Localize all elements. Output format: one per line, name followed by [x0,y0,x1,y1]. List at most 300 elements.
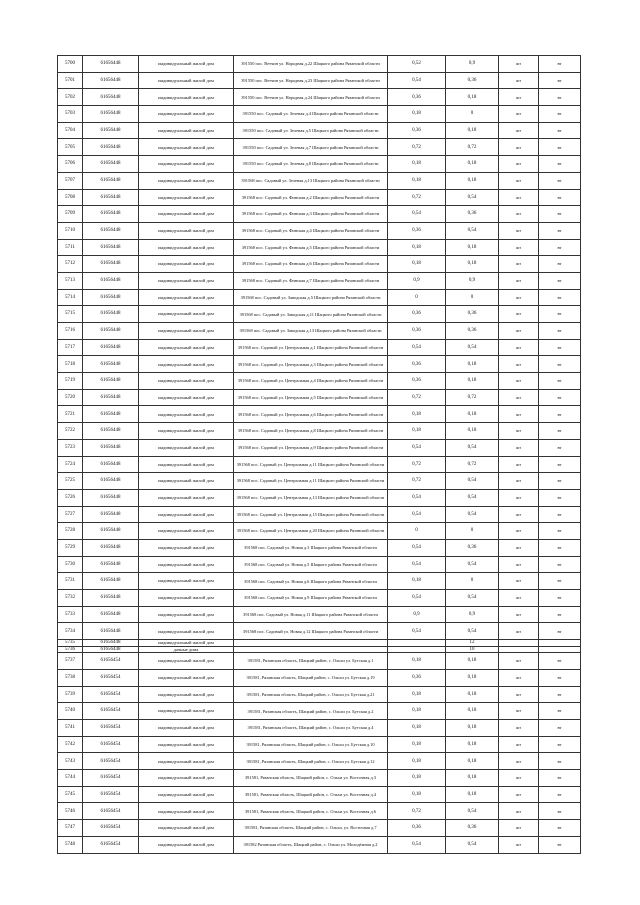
cell-value-a: 0 [388,289,446,306]
cell-status: вт [539,473,581,490]
table-row [58,189,581,206]
cell-row-number: 5714 [58,289,83,306]
table-row [58,89,581,106]
cell-oktmo-code: 61656454 [83,820,139,837]
cell-address: 391568 пос. Садовый ул. Новая д.12 Шацкого района Рязанской области [234,623,388,640]
cell-address: 391550 пос. Садовый ул. Зеленая д.4 Шацкого района Рязанской области [234,106,388,123]
cell-status: вт [539,703,581,720]
cell-fuel-type: жт [499,539,539,556]
table-row [58,406,581,423]
table-row [58,720,581,737]
table-row [58,539,581,556]
cell-fuel-type: жт [499,106,539,123]
table-body [58,56,581,854]
cell-value-a: 0,18 [388,239,446,256]
cell-value-a: 0,18 [388,423,446,440]
cell-fuel-type: жт [499,306,539,323]
table-row [58,489,581,506]
cell-building-type: индивидуальный жилой дом [139,272,234,289]
cell-value-b: 0,18 [446,122,499,139]
cell-building-type: индивидуальный жилой дом [139,669,234,686]
table-row [58,72,581,89]
cell-value-a: 0,54 [388,72,446,89]
cell-oktmo-code: 61656448 [83,239,139,256]
cell-value-b: 0,9 [446,606,499,623]
table-row [58,753,581,770]
cell-fuel-type: жт [499,256,539,273]
cell-fuel-type: жт [499,323,539,340]
cell-row-number: 5734 [58,623,83,640]
cell-fuel-type: жт [499,406,539,423]
cell-value-b: 0,54 [446,222,499,239]
cell-address: 391568 пос. Садовый ул. Финская д.3 Шацкого района Рязанской области [234,206,388,223]
table-row [58,606,581,623]
cell-oktmo-code: 61656448 [83,222,139,239]
table-row [58,256,581,273]
cell-building-type: индивидуальный жилой дом [139,373,234,390]
cell-fuel-type: жт [499,189,539,206]
cell-value-b: 0,54 [446,506,499,523]
cell-value-a [388,640,446,647]
cell-building-type: индивидуальный жилой дом [139,590,234,607]
cell-row-number: 5720 [58,389,83,406]
table-row [58,736,581,753]
cell-address: 391568 пос. Садовый ул. Центральная д.15 Шацкого района Рязанской области [234,506,388,523]
cell-fuel-type [499,640,539,647]
cell-status: вт [539,289,581,306]
cell-value-a: 0,72 [388,456,446,473]
table-row [58,590,581,607]
cell-building-type: индивидуальный жилой дом [139,770,234,787]
cell-building-type: индивидуальный жилой дом [139,686,234,703]
cell-building-type: индивидуальный жилой дом [139,506,234,523]
cell-address: 391568 пос. Садовый ул. Центральная д.3 Шацкого района Рязанской области [234,356,388,373]
cell-value-a: 0,54 [388,539,446,556]
cell-value-a: 0,18 [388,770,446,787]
cell-row-number: 5745 [58,786,83,803]
cell-address: 391568 пос. Садовый ул. Центральная д.8 Шацкого района Рязанской области [234,423,388,440]
cell-address: 391568 пос. Садовый ул. Центральная д.4 Шацкого района Рязанской области [234,373,388,390]
cell-value-b: 0,54 [446,439,499,456]
cell-value-a: 0,54 [388,623,446,640]
cell-fuel-type: жт [499,720,539,737]
table-row [58,106,581,123]
cell-building-type: индивидуальный жилой дом [139,206,234,223]
cell-oktmo-code: 61656448 [83,172,139,189]
cell-oktmo-code: 61656448 [83,640,139,647]
cell-fuel-type: жт [499,156,539,173]
cell-value-a: 0,18 [388,256,446,273]
cell-building-type: дачные дома [139,646,234,653]
cell-address: 391550 пос. Садовый ул. Зеленая д.8 Шацкого района Рязанской области [234,156,388,173]
table-row [58,206,581,223]
cell-building-type: индивидуальный жилой дом [139,753,234,770]
cell-value-a: 0,54 [388,489,446,506]
cell-oktmo-code: 61656454 [83,653,139,670]
cell-status: вт [539,189,581,206]
cell-status: вт [539,669,581,686]
cell-oktmo-code: 61656448 [83,590,139,607]
cell-row-number: 5704 [58,122,83,139]
cell-value-b: 0,18 [446,89,499,106]
cell-address: 391550 пос. Садовый ул. Зеленая д.7 Шацкого района Рязанской области [234,139,388,156]
cell-fuel-type: жт [499,736,539,753]
cell-status: вт [539,439,581,456]
cell-value-a: 0 [388,523,446,540]
cell-value-a: 0,36 [388,306,446,323]
cell-value-a: 0,36 [388,669,446,686]
cell-building-type: индивидуальный жилой дом [139,653,234,670]
cell-fuel-type: жт [499,836,539,853]
cell-oktmo-code: 61656448 [83,456,139,473]
cell-fuel-type: жт [499,703,539,720]
cell-value-a: 0,18 [388,703,446,720]
cell-status: вт [539,506,581,523]
cell-row-number: 5724 [58,456,83,473]
cell-fuel-type: жт [499,753,539,770]
cell-value-a: 0,36 [388,89,446,106]
cell-address: 391568 пос. Садовый ул. Заводская д.13 Шацкого района Рязанской области [234,323,388,340]
cell-value-a: 0,72 [388,189,446,206]
cell-value-b: 0,18 [446,156,499,173]
table-row [58,653,581,670]
cell-status: вт [539,373,581,390]
cell-row-number: 5742 [58,736,83,753]
cell-row-number: 5717 [58,339,83,356]
cell-fuel-type: жт [499,803,539,820]
cell-status: вт [539,156,581,173]
cell-value-b: 0,18 [446,669,499,686]
cell-value-b: 0,18 [446,736,499,753]
cell-value-b: 0,54 [446,803,499,820]
cell-oktmo-code: 61656448 [83,573,139,590]
cell-fuel-type: жт [499,56,539,73]
cell-building-type: индивидуальный жилой дом [139,523,234,540]
cell-row-number: 5712 [58,256,83,273]
cell-fuel-type: жт [499,623,539,640]
cell-building-type: индивидуальный жилой дом [139,356,234,373]
cell-value-b: 0,18 [446,356,499,373]
cell-status: вт [539,523,581,540]
cell-status: вт [539,256,581,273]
cell-value-b: 0 [446,573,499,590]
cell-value-b: 12 [446,640,499,647]
cell-building-type: индивидуальный жилой дом [139,139,234,156]
cell-address: 391568 пос. Садовый ул. Центральная д.20 Шацкого района Рязанской области [234,523,388,540]
cell-row-number: 5732 [58,590,83,607]
table-row [58,323,581,340]
cell-building-type: индивидуальный жилой дом [139,389,234,406]
cell-row-number: 5737 [58,653,83,670]
cell-building-type: индивидуальный жилой дом [139,406,234,423]
cell-row-number: 5730 [58,556,83,573]
cell-address: 391550 пос. Ветчин ул. Народная д.23 Шацкого района Рязанской области [234,72,388,89]
cell-fuel-type: жт [499,373,539,390]
cell-building-type: индивидуальный жилой дом [139,423,234,440]
cell-oktmo-code: 61656454 [83,669,139,686]
cell-address: 391568 пос. Садовый ул. Центральная д.11 Шацкого района Рязанской области [234,456,388,473]
cell-row-number: 5702 [58,89,83,106]
cell-oktmo-code: 61656448 [83,373,139,390]
cell-address: 391581, Рязанская область, Шацкий район, с. Ольхи ул. Восточная д.3 [234,770,388,787]
cell-oktmo-code: 61656448 [83,339,139,356]
cell-value-a: 0,18 [388,736,446,753]
cell-status: вт [539,456,581,473]
table-row [58,623,581,640]
cell-value-a: 0,54 [388,506,446,523]
cell-value-b: 0,72 [446,456,499,473]
cell-fuel-type: жт [499,820,539,837]
cell-oktmo-code: 61656448 [83,272,139,289]
cell-value-a: 0,72 [388,389,446,406]
cell-oktmo-code: 61656448 [83,56,139,73]
cell-value-a: 0,54 [388,339,446,356]
cell-row-number: 5701 [58,72,83,89]
cell-building-type: индивидуальный жилой дом [139,439,234,456]
cell-value-b: 0,18 [446,786,499,803]
cell-status: вт [539,590,581,607]
cell-value-a: 0,9 [388,606,446,623]
cell-oktmo-code: 61656454 [83,836,139,853]
cell-address: 391568 пос. Садовый ул. Финская д.2 Шацкого района Рязанской области [234,189,388,206]
cell-value-a: 0,18 [388,686,446,703]
cell-row-number: 5721 [58,406,83,423]
cell-building-type: индивидуальный жилой дом [139,720,234,737]
table-row [58,573,581,590]
cell-value-b: 0,54 [446,339,499,356]
cell-status: вт [539,423,581,440]
table-row [58,239,581,256]
cell-oktmo-code: 61656454 [83,736,139,753]
cell-building-type: индивидуальный жилой дом [139,736,234,753]
cell-status: вт [539,820,581,837]
cell-oktmo-code: 61656448 [83,606,139,623]
cell-value-b: 0,9 [446,272,499,289]
cell-address [234,640,388,647]
cell-value-b: 0,18 [446,172,499,189]
cell-address: 391568 пос. Садовый ул. Заводская д.11 Шацкого района Рязанской области [234,306,388,323]
cell-value-b: 0,72 [446,389,499,406]
cell-address: 391568 пос. Садовый ул. Новая д.9 Шацкого района Рязанской области [234,590,388,607]
cell-status: вт [539,122,581,139]
cell-fuel-type: жт [499,72,539,89]
cell-status: вт [539,89,581,106]
cell-building-type: индивидуальный жилой дом [139,289,234,306]
cell-value-a: 0,36 [388,356,446,373]
cell-value-a: 0,54 [388,556,446,573]
cell-fuel-type: жт [499,686,539,703]
table-row [58,820,581,837]
cell-address: 391568 пос. Садовый ул. Центральная д.13 Шацкого района Рязанской области [234,489,388,506]
table-row [58,786,581,803]
cell-building-type: индивидуальный жилой дом [139,256,234,273]
cell-row-number: 5707 [58,172,83,189]
cell-row-number: 5719 [58,373,83,390]
cell-value-b: 0,72 [446,139,499,156]
cell-row-number: 5744 [58,770,83,787]
cell-row-number: 5723 [58,439,83,456]
cell-address: 391581, Рязанская область, Шацкий район, с. Ольхи ул. Бутская д.10 [234,736,388,753]
cell-oktmo-code: 61656448 [83,439,139,456]
cell-status: вт [539,406,581,423]
cell-building-type: индивидуальный жилой дом [139,556,234,573]
cell-row-number: 5711 [58,239,83,256]
cell-value-a: 0,18 [388,156,446,173]
cell-status: вт [539,339,581,356]
cell-address: 391568 пос. Садовый ул. Финская д.6 Шацкого района Рязанской области [234,256,388,273]
cell-row-number: 5716 [58,323,83,340]
cell-value-a: 0,18 [388,786,446,803]
cell-value-a [388,646,446,653]
table-row [58,172,581,189]
cell-oktmo-code: 61656448 [83,406,139,423]
cell-oktmo-code: 61656448 [83,623,139,640]
table-row [58,703,581,720]
cell-fuel-type: жт [499,556,539,573]
table-row [58,339,581,356]
cell-oktmo-code: 61656448 [83,256,139,273]
table-row [58,669,581,686]
cell-address [234,646,388,653]
cell-status: вт [539,306,581,323]
cell-fuel-type: жт [499,606,539,623]
cell-value-b: 0,54 [446,836,499,853]
cell-value-a: 0,36 [388,820,446,837]
cell-oktmo-code: 61656448 [83,206,139,223]
cell-fuel-type: жт [499,770,539,787]
cell-status: вт [539,686,581,703]
cell-value-a: 0,18 [388,753,446,770]
cell-row-number: 5731 [58,573,83,590]
cell-address: 391581, Рязанская область, Шацкий район, с. Ольхи ул. Восточная д.4 [234,786,388,803]
table-row [58,556,581,573]
cell-value-b: 0,36 [446,72,499,89]
cell-value-b: 0,36 [446,820,499,837]
cell-row-number: 5740 [58,703,83,720]
cell-fuel-type: жт [499,356,539,373]
cell-value-a: 0,54 [388,590,446,607]
cell-building-type: индивидуальный жилой дом [139,189,234,206]
table-row [58,289,581,306]
cell-row-number: 5715 [58,306,83,323]
cell-row-number: 5728 [58,523,83,540]
cell-status: вт [539,239,581,256]
cell-building-type: индивидуальный жилой дом [139,339,234,356]
cell-row-number: 5713 [58,272,83,289]
cell-fuel-type: жт [499,669,539,686]
document-page [57,55,580,854]
cell-row-number: 5736 [58,646,83,653]
table-row [58,640,581,647]
cell-building-type: индивидуальный жилой дом [139,456,234,473]
cell-value-a: 0,18 [388,653,446,670]
cell-fuel-type: жт [499,489,539,506]
cell-oktmo-code: 61656448 [83,646,139,653]
cell-value-a: 0,72 [388,803,446,820]
cell-value-a: 0,54 [388,836,446,853]
cell-oktmo-code: 61656454 [83,803,139,820]
cell-oktmo-code: 61656448 [83,473,139,490]
cell-building-type: индивидуальный жилой дом [139,106,234,123]
table-row [58,836,581,853]
cell-building-type: индивидуальный жилой дом [139,640,234,647]
cell-row-number: 5706 [58,156,83,173]
cell-building-type: индивидуальный жилой дом [139,323,234,340]
cell-status: вт [539,272,581,289]
housing-registry-table [57,55,581,854]
cell-fuel-type: жт [499,389,539,406]
cell-value-a: 0,54 [388,206,446,223]
cell-value-a: 0,54 [388,439,446,456]
cell-value-a: 0,18 [388,172,446,189]
cell-oktmo-code: 61656448 [83,389,139,406]
cell-value-b: 0,18 [446,406,499,423]
cell-oktmo-code: 61656448 [83,539,139,556]
cell-value-a: 0,9 [388,272,446,289]
cell-oktmo-code: 61656448 [83,122,139,139]
cell-value-a: 0,18 [388,406,446,423]
cell-oktmo-code: 61656448 [83,556,139,573]
cell-status: вт [539,389,581,406]
cell-building-type: индивидуальный жилой дом [139,786,234,803]
cell-fuel-type: жт [499,523,539,540]
cell-status [539,646,581,653]
cell-building-type: индивидуальный жилой дом [139,703,234,720]
table-row [58,272,581,289]
cell-value-a: 0,72 [388,473,446,490]
cell-fuel-type: жт [499,439,539,456]
cell-building-type: индивидуальный жилой дом [139,89,234,106]
cell-fuel-type: жт [499,506,539,523]
cell-oktmo-code: 61656448 [83,423,139,440]
cell-building-type: индивидуальный жилой дом [139,803,234,820]
cell-fuel-type: жт [499,139,539,156]
cell-row-number: 5735 [58,640,83,647]
table-row [58,439,581,456]
cell-building-type: индивидуальный жилой дом [139,156,234,173]
cell-building-type: индивидуальный жилой дом [139,820,234,837]
cell-status: вт [539,106,581,123]
cell-building-type: индивидуальный жилой дом [139,836,234,853]
cell-fuel-type: жт [499,89,539,106]
cell-value-b: 0,54 [446,489,499,506]
cell-address: 391581, Рязанская область, Шацкий район, с. Ольхи ул. Бутская д.19 [234,669,388,686]
cell-fuel-type: жт [499,206,539,223]
cell-address: 391568 пос. Садовый ул. Финская д.7 Шацкого района Рязанской области [234,272,388,289]
cell-oktmo-code: 61656448 [83,489,139,506]
cell-status: вт [539,489,581,506]
cell-status: вт [539,653,581,670]
cell-oktmo-code: 61656454 [83,703,139,720]
cell-status: вт [539,139,581,156]
cell-value-b: 0,54 [446,189,499,206]
cell-fuel-type: жт [499,272,539,289]
cell-address: 391568 пос. Садовый ул. Заводская д.5 Шацкого района Рязанской области [234,289,388,306]
cell-value-a: 0,36 [388,323,446,340]
cell-status: вт [539,556,581,573]
cell-building-type: индивидуальный жилой дом [139,172,234,189]
cell-status: вт [539,736,581,753]
cell-value-a: 0,72 [388,139,446,156]
cell-address: 391568 пос. Садовый ул. Зеленая д.13 Шацкого района Рязанской области [234,172,388,189]
cell-row-number: 5746 [58,803,83,820]
cell-address: 391581, Рязанская область, Шацкий район, с. Ольхи ул. Бутская д.2 [234,703,388,720]
cell-oktmo-code: 61656448 [83,189,139,206]
cell-row-number: 5725 [58,473,83,490]
cell-row-number: 5718 [58,356,83,373]
cell-oktmo-code: 61656448 [83,89,139,106]
cell-row-number: 5708 [58,189,83,206]
